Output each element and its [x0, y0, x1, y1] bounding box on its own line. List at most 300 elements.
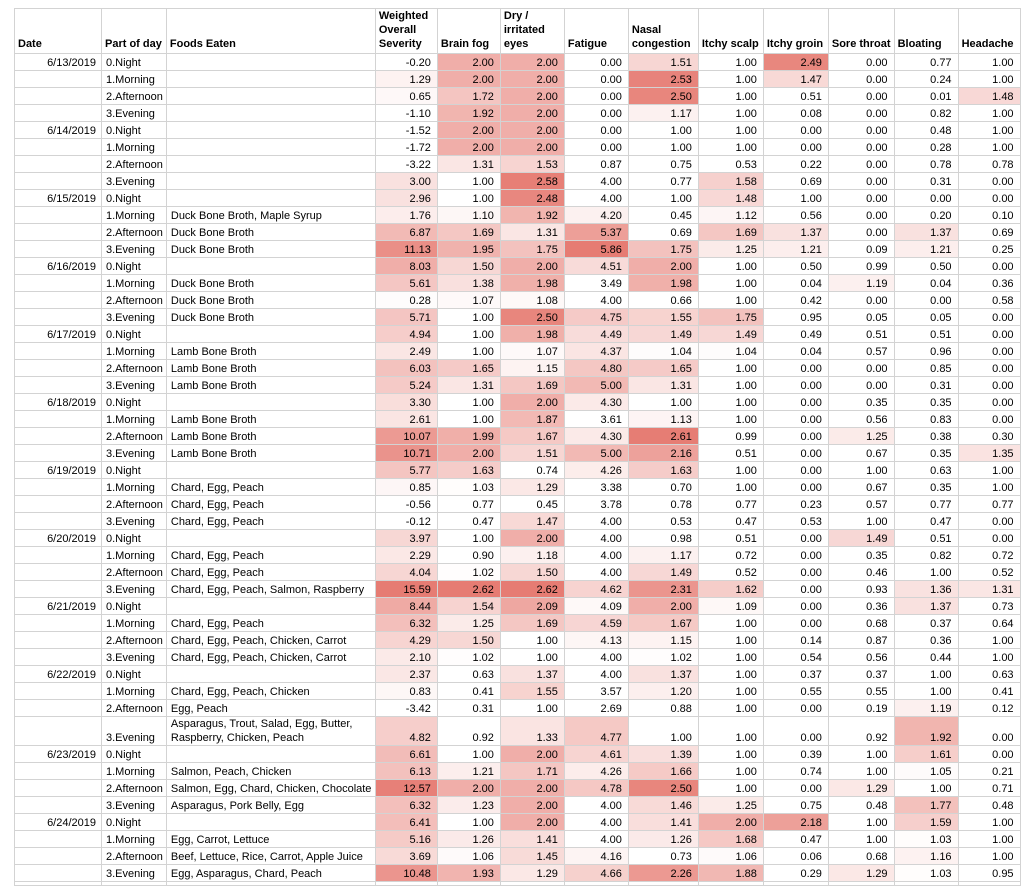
cell-headache[interactable]: 0.77 [958, 496, 1020, 513]
cell-itchy-groin[interactable]: 1.47 [763, 71, 828, 88]
cell-date[interactable] [15, 564, 102, 581]
cell-bloating[interactable]: 0.24 [894, 71, 958, 88]
cell-nasal[interactable]: 1.49 [628, 564, 698, 581]
cell-part-of-day[interactable]: 1.Morning [102, 683, 167, 700]
cell-bloating[interactable]: 1.03 [894, 831, 958, 848]
cell-brain-fog[interactable]: 1.99 [437, 428, 500, 445]
cell-bloating[interactable]: 1.00 [894, 683, 958, 700]
cell-dry-eyes[interactable]: 2.00 [500, 780, 564, 797]
cell-brain-fog[interactable]: 1.00 [437, 326, 500, 343]
cell-brain-fog[interactable]: 0.90 [437, 547, 500, 564]
cell-itchy-groin[interactable]: 0.00 [763, 717, 828, 746]
cell-severity[interactable]: 15.59 [375, 581, 437, 598]
cell-dry-eyes[interactable]: 2.62 [500, 581, 564, 598]
cell-part-of-day[interactable]: 2.Afternoon [102, 88, 167, 105]
cell-date[interactable] [15, 848, 102, 865]
cell-brain-fog[interactable]: 1.02 [437, 564, 500, 581]
cell-dry-eyes[interactable]: 2.00 [500, 71, 564, 88]
cell-headache[interactable]: 0.00 [958, 258, 1020, 275]
cell-part-of-day[interactable]: 0.Night [102, 122, 167, 139]
cell-nasal[interactable]: 0.77 [628, 173, 698, 190]
cell-part-of-day[interactable]: 2.Afternoon [102, 496, 167, 513]
cell-itchy-scalp[interactable]: 1.09 [698, 598, 763, 615]
cell-foods-eaten[interactable]: Chard, Egg, Peach, Chicken, Carrot [166, 649, 375, 666]
cell-brain-fog[interactable]: 1.65 [437, 360, 500, 377]
cell-itchy-groin[interactable]: 0.55 [763, 683, 828, 700]
cell-fatigue[interactable]: 0.00 [564, 71, 628, 88]
cell-bloating[interactable]: 0.01 [894, 88, 958, 105]
cell-fatigue[interactable]: 4.00 [564, 814, 628, 831]
cell-date[interactable] [15, 632, 102, 649]
cell-dry-eyes[interactable]: 2.00 [500, 54, 564, 71]
cell-nasal[interactable]: 1.13 [628, 411, 698, 428]
cell-part-of-day[interactable]: 1.Morning [102, 343, 167, 360]
cell-foods-eaten[interactable]: Lamb Bone Broth [166, 360, 375, 377]
cell-dry-eyes[interactable]: 1.98 [500, 275, 564, 292]
cell-sore-throat[interactable]: 0.00 [828, 173, 894, 190]
cell-itchy-scalp[interactable]: 1.00 [698, 649, 763, 666]
cell-part-of-day[interactable]: 3.Evening [102, 309, 167, 326]
cell-headache[interactable]: 0.58 [958, 292, 1020, 309]
cell-sore-throat[interactable]: 1.00 [828, 763, 894, 780]
cell-nasal[interactable]: 1.04 [628, 343, 698, 360]
cell-fatigue[interactable]: 0.00 [564, 122, 628, 139]
cell-nasal[interactable]: 0.53 [628, 513, 698, 530]
column-header-nasal-congestion[interactable]: Nasal congestion [628, 9, 698, 54]
cell-part-of-day[interactable]: 2.Afternoon [102, 360, 167, 377]
cell-date[interactable] [15, 831, 102, 848]
cell-itchy-scalp[interactable]: 1.06 [698, 848, 763, 865]
cell-part-of-day[interactable]: 2.Afternoon [102, 224, 167, 241]
cell-brain-fog[interactable]: 2.00 [437, 780, 500, 797]
cell-foods-eaten[interactable]: Chard, Egg, Peach [166, 564, 375, 581]
cell-bloating[interactable]: 0.63 [894, 462, 958, 479]
cell-nasal[interactable]: 2.61 [628, 428, 698, 445]
cell-itchy-groin[interactable]: 0.00 [763, 360, 828, 377]
cell-foods-eaten[interactable] [166, 71, 375, 88]
cell-itchy-scalp[interactable]: 0.52 [698, 564, 763, 581]
cell-headache[interactable]: 0.00 [958, 309, 1020, 326]
cell-sore-throat[interactable]: 1.29 [828, 780, 894, 797]
cell-fatigue[interactable]: 4.13 [564, 632, 628, 649]
cell-foods-eaten[interactable]: Lamb Bone Broth [166, 343, 375, 360]
cell-sore-throat[interactable]: 0.67 [828, 479, 894, 496]
cell-itchy-groin[interactable]: 0.00 [763, 581, 828, 598]
cell-date[interactable] [15, 865, 102, 882]
cell-brain-fog[interactable]: 0.92 [437, 717, 500, 746]
cell-bloating[interactable]: 0.77 [894, 54, 958, 71]
cell-bloating[interactable]: 0.05 [894, 309, 958, 326]
cell-date[interactable]: 6/21/2019 [15, 598, 102, 615]
cell-foods-eaten[interactable] [166, 530, 375, 547]
cell-part-of-day[interactable]: 1.Morning [102, 479, 167, 496]
cell-headache[interactable]: 0.72 [958, 547, 1020, 564]
cell-nasal[interactable]: 1.49 [628, 326, 698, 343]
cell-date[interactable] [15, 479, 102, 496]
cell-sore-throat[interactable]: 0.19 [828, 700, 894, 717]
cell-nasal[interactable]: 1.39 [628, 746, 698, 763]
cell-fatigue[interactable]: 4.77 [564, 717, 628, 746]
cell-fatigue[interactable]: 4.00 [564, 666, 628, 683]
cell-severity[interactable]: 4.82 [375, 717, 437, 746]
cell-severity[interactable]: 4.04 [375, 564, 437, 581]
cell-itchy-scalp[interactable]: 1.00 [698, 139, 763, 156]
cell-itchy-scalp[interactable]: 1.62 [698, 581, 763, 598]
cell-itchy-scalp[interactable]: 0.51 [698, 530, 763, 547]
cell-dry-eyes[interactable]: 1.92 [500, 207, 564, 224]
cell-brain-fog[interactable]: 1.00 [437, 190, 500, 207]
cell-itchy-scalp[interactable]: 1.00 [698, 360, 763, 377]
cell-fatigue[interactable]: 5.00 [564, 377, 628, 394]
cell-part-of-day[interactable]: 1.Morning [102, 411, 167, 428]
cell-fatigue[interactable]: 4.20 [564, 207, 628, 224]
cell-headache[interactable]: 0.00 [958, 173, 1020, 190]
cell-nasal[interactable]: 1.55 [628, 309, 698, 326]
cell-bloating[interactable]: 1.00 [894, 666, 958, 683]
cell-foods-eaten[interactable]: Duck Bone Broth [166, 241, 375, 258]
cell-itchy-groin[interactable]: 1.00 [763, 190, 828, 207]
cell-bloating[interactable]: 0.35 [894, 479, 958, 496]
column-header-fatigue[interactable]: Fatigue [564, 9, 628, 54]
cell-headache[interactable]: 1.00 [958, 462, 1020, 479]
cell-part-of-day[interactable]: 2.Afternoon [102, 848, 167, 865]
cell-sore-throat[interactable]: 1.00 [828, 513, 894, 530]
cell-sore-throat[interactable]: 0.00 [828, 207, 894, 224]
cell-part-of-day[interactable]: 2.Afternoon [102, 428, 167, 445]
cell-bloating[interactable]: 0.20 [894, 207, 958, 224]
cell-itchy-scalp[interactable]: 1.00 [698, 292, 763, 309]
cell-foods-eaten[interactable] [166, 746, 375, 763]
cell-date[interactable] [15, 513, 102, 530]
cell-itchy-groin[interactable]: 1.37 [763, 224, 828, 241]
cell-bloating[interactable]: 0.35 [894, 445, 958, 462]
cell-itchy-groin[interactable]: 0.23 [763, 496, 828, 513]
cell-bloating[interactable]: 1.59 [894, 814, 958, 831]
cell-brain-fog[interactable]: 1.00 [437, 530, 500, 547]
cell-foods-eaten[interactable]: Asparagus, Pork Belly, Egg [166, 797, 375, 814]
cell-severity[interactable]: 3.00 [375, 173, 437, 190]
cell-dry-eyes[interactable]: 2.00 [500, 122, 564, 139]
cell-brain-fog[interactable]: 1.07 [437, 292, 500, 309]
cell-headache[interactable]: 1.00 [958, 122, 1020, 139]
cell-nasal[interactable]: 1.20 [628, 683, 698, 700]
cell-date[interactable] [15, 139, 102, 156]
cell-itchy-scalp[interactable]: 1.00 [698, 377, 763, 394]
cell-brain-fog[interactable]: 1.00 [437, 173, 500, 190]
cell-headache[interactable]: 0.41 [958, 683, 1020, 700]
cell-nasal[interactable]: 0.70 [628, 479, 698, 496]
cell-severity[interactable]: 11.13 [375, 241, 437, 258]
cell-dry-eyes[interactable]: 1.69 [500, 377, 564, 394]
cell-part-of-day[interactable]: 0.Night [102, 326, 167, 343]
cell-part-of-day[interactable]: 3.Evening [102, 377, 167, 394]
cell-itchy-scalp[interactable]: 1.00 [698, 71, 763, 88]
cell-brain-fog[interactable]: 2.00 [437, 445, 500, 462]
cell-headache[interactable]: 0.12 [958, 700, 1020, 717]
cell-brain-fog[interactable]: 1.00 [437, 394, 500, 411]
cell-itchy-scalp[interactable]: 1.12 [698, 207, 763, 224]
cell-brain-fog[interactable]: 1.72 [437, 88, 500, 105]
cell-dry-eyes[interactable]: 1.07 [500, 343, 564, 360]
cell-date[interactable] [15, 343, 102, 360]
cell-severity[interactable]: 6.61 [375, 746, 437, 763]
cell-itchy-scalp[interactable]: 1.75 [698, 309, 763, 326]
cell-severity[interactable]: 4.29 [375, 632, 437, 649]
cell-dry-eyes[interactable]: 2.50 [500, 309, 564, 326]
cell-foods-eaten[interactable] [166, 394, 375, 411]
cell-foods-eaten[interactable] [166, 666, 375, 683]
cell-itchy-groin[interactable]: 0.50 [763, 258, 828, 275]
cell-nasal[interactable]: 1.63 [628, 462, 698, 479]
cell-severity[interactable]: 5.71 [375, 309, 437, 326]
cell-itchy-groin[interactable]: 0.54 [763, 649, 828, 666]
cell-nasal[interactable]: 0.45 [628, 207, 698, 224]
cell-brain-fog[interactable]: 1.95 [437, 241, 500, 258]
cell-bloating[interactable]: 0.47 [894, 513, 958, 530]
cell-part-of-day[interactable]: 0.Night [102, 530, 167, 547]
cell-foods-eaten[interactable] [166, 326, 375, 343]
cell-date[interactable] [15, 428, 102, 445]
cell-foods-eaten[interactable] [166, 54, 375, 71]
cell-itchy-scalp[interactable]: 1.00 [698, 683, 763, 700]
cell-foods-eaten[interactable]: Lamb Bone Broth [166, 445, 375, 462]
cell-part-of-day[interactable]: 0.Night [102, 814, 167, 831]
cell-itchy-groin[interactable]: 0.42 [763, 292, 828, 309]
cell-headache[interactable]: 0.21 [958, 763, 1020, 780]
cell-sore-throat[interactable]: 0.56 [828, 649, 894, 666]
cell-date[interactable] [15, 649, 102, 666]
cell-itchy-groin[interactable]: 0.00 [763, 598, 828, 615]
cell-itchy-groin[interactable]: 0.29 [763, 865, 828, 882]
cell-sore-throat[interactable]: 0.00 [828, 54, 894, 71]
cell-bloating[interactable]: 1.16 [894, 848, 958, 865]
cell-sore-throat[interactable]: 0.67 [828, 445, 894, 462]
cell-dry-eyes[interactable]: 1.29 [500, 865, 564, 882]
cell-itchy-groin[interactable]: 0.56 [763, 207, 828, 224]
cell-itchy-groin[interactable]: 0.00 [763, 122, 828, 139]
cell-itchy-scalp[interactable]: 0.51 [698, 445, 763, 462]
cell-part-of-day[interactable]: 0.Night [102, 190, 167, 207]
cell-nasal[interactable]: 1.65 [628, 360, 698, 377]
cell-nasal[interactable]: 1.41 [628, 814, 698, 831]
cell-date[interactable] [15, 780, 102, 797]
cell-bloating[interactable]: 0.31 [894, 173, 958, 190]
cell-bloating[interactable]: 0.51 [894, 530, 958, 547]
cell-brain-fog[interactable]: 1.69 [437, 224, 500, 241]
cell-itchy-groin[interactable]: 0.06 [763, 848, 828, 865]
cell-foods-eaten[interactable] [166, 122, 375, 139]
cell-foods-eaten[interactable]: Lamb Bone Broth [166, 428, 375, 445]
cell-foods-eaten[interactable] [166, 156, 375, 173]
cell-fatigue[interactable]: 0.00 [564, 139, 628, 156]
cell-part-of-day[interactable]: 3.Evening [102, 581, 167, 598]
cell-brain-fog[interactable]: 1.54 [437, 598, 500, 615]
cell-itchy-groin[interactable]: 0.00 [763, 479, 828, 496]
cell-sore-throat[interactable]: 1.00 [828, 814, 894, 831]
cell-itchy-groin[interactable]: 0.00 [763, 564, 828, 581]
cell-headache[interactable]: 0.73 [958, 598, 1020, 615]
cell-nasal[interactable]: 2.00 [628, 598, 698, 615]
cell-itchy-groin[interactable]: 0.14 [763, 632, 828, 649]
cell-date[interactable]: 6/24/2019 [15, 814, 102, 831]
cell-sore-throat[interactable]: 0.00 [828, 71, 894, 88]
cell-date[interactable] [15, 445, 102, 462]
cell-bloating[interactable]: 1.21 [894, 241, 958, 258]
cell-fatigue[interactable]: 4.30 [564, 394, 628, 411]
cell-sore-throat[interactable]: 1.00 [828, 462, 894, 479]
cell-dry-eyes[interactable]: 1.37 [500, 666, 564, 683]
cell-dry-eyes[interactable]: 1.33 [500, 717, 564, 746]
cell-brain-fog[interactable]: 1.00 [437, 411, 500, 428]
cell-foods-eaten[interactable]: Lamb Bone Broth [166, 377, 375, 394]
cell-headache[interactable]: 0.95 [958, 865, 1020, 882]
cell-brain-fog[interactable]: 2.62 [437, 581, 500, 598]
cell-sore-throat[interactable]: 0.92 [828, 717, 894, 746]
cell-sore-throat[interactable]: 0.05 [828, 309, 894, 326]
cell-date[interactable] [15, 547, 102, 564]
cell-itchy-groin[interactable]: 0.00 [763, 428, 828, 445]
cell-foods-eaten[interactable] [166, 139, 375, 156]
cell-part-of-day[interactable]: 0.Night [102, 746, 167, 763]
cell-severity[interactable]: 10.07 [375, 428, 437, 445]
cell-date[interactable] [15, 377, 102, 394]
cell-sore-throat[interactable]: 0.00 [828, 105, 894, 122]
cell-itchy-scalp[interactable]: 0.47 [698, 513, 763, 530]
cell-dry-eyes[interactable]: 2.00 [500, 814, 564, 831]
cell-severity[interactable]: -1.72 [375, 139, 437, 156]
cell-severity[interactable]: -1.10 [375, 105, 437, 122]
cell-fatigue[interactable]: 4.00 [564, 831, 628, 848]
cell-fatigue[interactable]: 3.49 [564, 275, 628, 292]
cell-itchy-scalp[interactable]: 1.58 [698, 173, 763, 190]
cell-severity[interactable]: 6.32 [375, 615, 437, 632]
column-header-headache[interactable]: Headache [958, 9, 1020, 54]
cell-date[interactable] [15, 207, 102, 224]
cell-headache[interactable]: 0.52 [958, 564, 1020, 581]
cell-part-of-day[interactable]: 3.Evening [102, 173, 167, 190]
cell-headache[interactable]: 0.00 [958, 326, 1020, 343]
cell-itchy-scalp[interactable]: 1.00 [698, 700, 763, 717]
cell-nasal[interactable]: 0.98 [628, 530, 698, 547]
cell-brain-fog[interactable]: 1.02 [437, 649, 500, 666]
cell-fatigue[interactable]: 3.78 [564, 496, 628, 513]
cell-date[interactable] [15, 615, 102, 632]
cell-fatigue[interactable]: 3.57 [564, 683, 628, 700]
cell-bloating[interactable]: 1.77 [894, 797, 958, 814]
cell-brain-fog[interactable]: 1.63 [437, 462, 500, 479]
cell-headache[interactable]: 0.30 [958, 428, 1020, 445]
cell-headache[interactable]: 1.00 [958, 848, 1020, 865]
cell-itchy-groin[interactable]: 0.00 [763, 445, 828, 462]
cell-itchy-groin[interactable]: 0.00 [763, 139, 828, 156]
cell-fatigue[interactable]: 4.00 [564, 530, 628, 547]
cell-dry-eyes[interactable]: 2.00 [500, 797, 564, 814]
cell-fatigue[interactable]: 4.00 [564, 292, 628, 309]
cell-dry-eyes[interactable]: 2.48 [500, 190, 564, 207]
cell-brain-fog[interactable]: 1.31 [437, 377, 500, 394]
cell-date[interactable]: 6/23/2019 [15, 746, 102, 763]
cell-bloating[interactable]: 1.92 [894, 717, 958, 746]
column-header-foods-eaten[interactable]: Foods Eaten [166, 9, 375, 54]
cell-brain-fog[interactable]: 1.21 [437, 763, 500, 780]
cell-headache[interactable]: 1.00 [958, 814, 1020, 831]
cell-itchy-groin[interactable]: 0.49 [763, 326, 828, 343]
column-header-itchy-groin[interactable]: Itchy groin [763, 9, 828, 54]
cell-part-of-day[interactable]: 2.Afternoon [102, 156, 167, 173]
cell-fatigue[interactable]: 3.38 [564, 479, 628, 496]
cell-brain-fog[interactable]: 1.00 [437, 814, 500, 831]
cell-date[interactable] [15, 683, 102, 700]
cell-part-of-day[interactable]: 1.Morning [102, 547, 167, 564]
cell-headache[interactable]: 1.00 [958, 105, 1020, 122]
cell-foods-eaten[interactable] [166, 173, 375, 190]
cell-headache[interactable]: 0.25 [958, 241, 1020, 258]
cell-fatigue[interactable]: 4.26 [564, 763, 628, 780]
cell-severity[interactable]: 6.32 [375, 797, 437, 814]
cell-brain-fog[interactable]: 1.00 [437, 343, 500, 360]
cell-brain-fog[interactable]: 0.77 [437, 496, 500, 513]
cell-nasal[interactable]: 1.31 [628, 377, 698, 394]
cell-date[interactable] [15, 173, 102, 190]
cell-fatigue[interactable]: 4.80 [564, 360, 628, 377]
cell-sore-throat[interactable]: 0.00 [828, 156, 894, 173]
cell-date[interactable] [15, 292, 102, 309]
cell-brain-fog[interactable]: 1.00 [437, 746, 500, 763]
cell-severity[interactable]: 8.44 [375, 598, 437, 615]
cell-dry-eyes[interactable]: 1.53 [500, 156, 564, 173]
cell-itchy-groin[interactable]: 0.00 [763, 394, 828, 411]
cell-fatigue[interactable]: 2.69 [564, 700, 628, 717]
cell-severity[interactable]: 10.48 [375, 865, 437, 882]
cell-headache[interactable]: 0.00 [958, 394, 1020, 411]
cell-dry-eyes[interactable]: 2.09 [500, 598, 564, 615]
cell-date[interactable] [15, 763, 102, 780]
cell-dry-eyes[interactable]: 2.00 [500, 530, 564, 547]
cell-sore-throat[interactable]: 0.00 [828, 360, 894, 377]
cell-part-of-day[interactable]: 1.Morning [102, 763, 167, 780]
cell-fatigue[interactable]: 4.09 [564, 598, 628, 615]
cell-itchy-scalp[interactable]: 1.00 [698, 394, 763, 411]
cell-severity[interactable]: 10.71 [375, 445, 437, 462]
cell-foods-eaten[interactable]: Duck Bone Broth [166, 224, 375, 241]
cell-sore-throat[interactable]: 0.57 [828, 496, 894, 513]
cell-headache[interactable]: 1.48 [958, 88, 1020, 105]
cell-severity[interactable]: 5.16 [375, 831, 437, 848]
cell-foods-eaten[interactable]: Salmon, Egg, Chard, Chicken, Chocolate [166, 780, 375, 797]
cell-fatigue[interactable]: 0.00 [564, 105, 628, 122]
cell-part-of-day[interactable]: 0.Night [102, 394, 167, 411]
cell-bloating[interactable]: 1.00 [894, 780, 958, 797]
cell-dry-eyes[interactable]: 1.87 [500, 411, 564, 428]
cell-headache[interactable]: 0.10 [958, 207, 1020, 224]
cell-sore-throat[interactable]: 1.00 [828, 831, 894, 848]
cell-sore-throat[interactable]: 0.46 [828, 564, 894, 581]
cell-foods-eaten[interactable]: Lamb Bone Broth [166, 411, 375, 428]
cell-fatigue[interactable]: 5.37 [564, 224, 628, 241]
cell-itchy-scalp[interactable]: 1.00 [698, 411, 763, 428]
cell-nasal[interactable]: 2.50 [628, 88, 698, 105]
cell-brain-fog[interactable]: 0.47 [437, 513, 500, 530]
cell-date[interactable] [15, 224, 102, 241]
cell-sore-throat[interactable]: 0.51 [828, 326, 894, 343]
cell-dry-eyes[interactable]: 2.00 [500, 88, 564, 105]
cell-itchy-groin[interactable]: 0.74 [763, 763, 828, 780]
cell-fatigue[interactable]: 4.75 [564, 309, 628, 326]
cell-dry-eyes[interactable]: 0.45 [500, 496, 564, 513]
cell-sore-throat[interactable]: 0.68 [828, 615, 894, 632]
cell-nasal[interactable]: 1.26 [628, 831, 698, 848]
cell-foods-eaten[interactable]: Beef, Lettuce, Rice, Carrot, Apple Juice [166, 848, 375, 865]
